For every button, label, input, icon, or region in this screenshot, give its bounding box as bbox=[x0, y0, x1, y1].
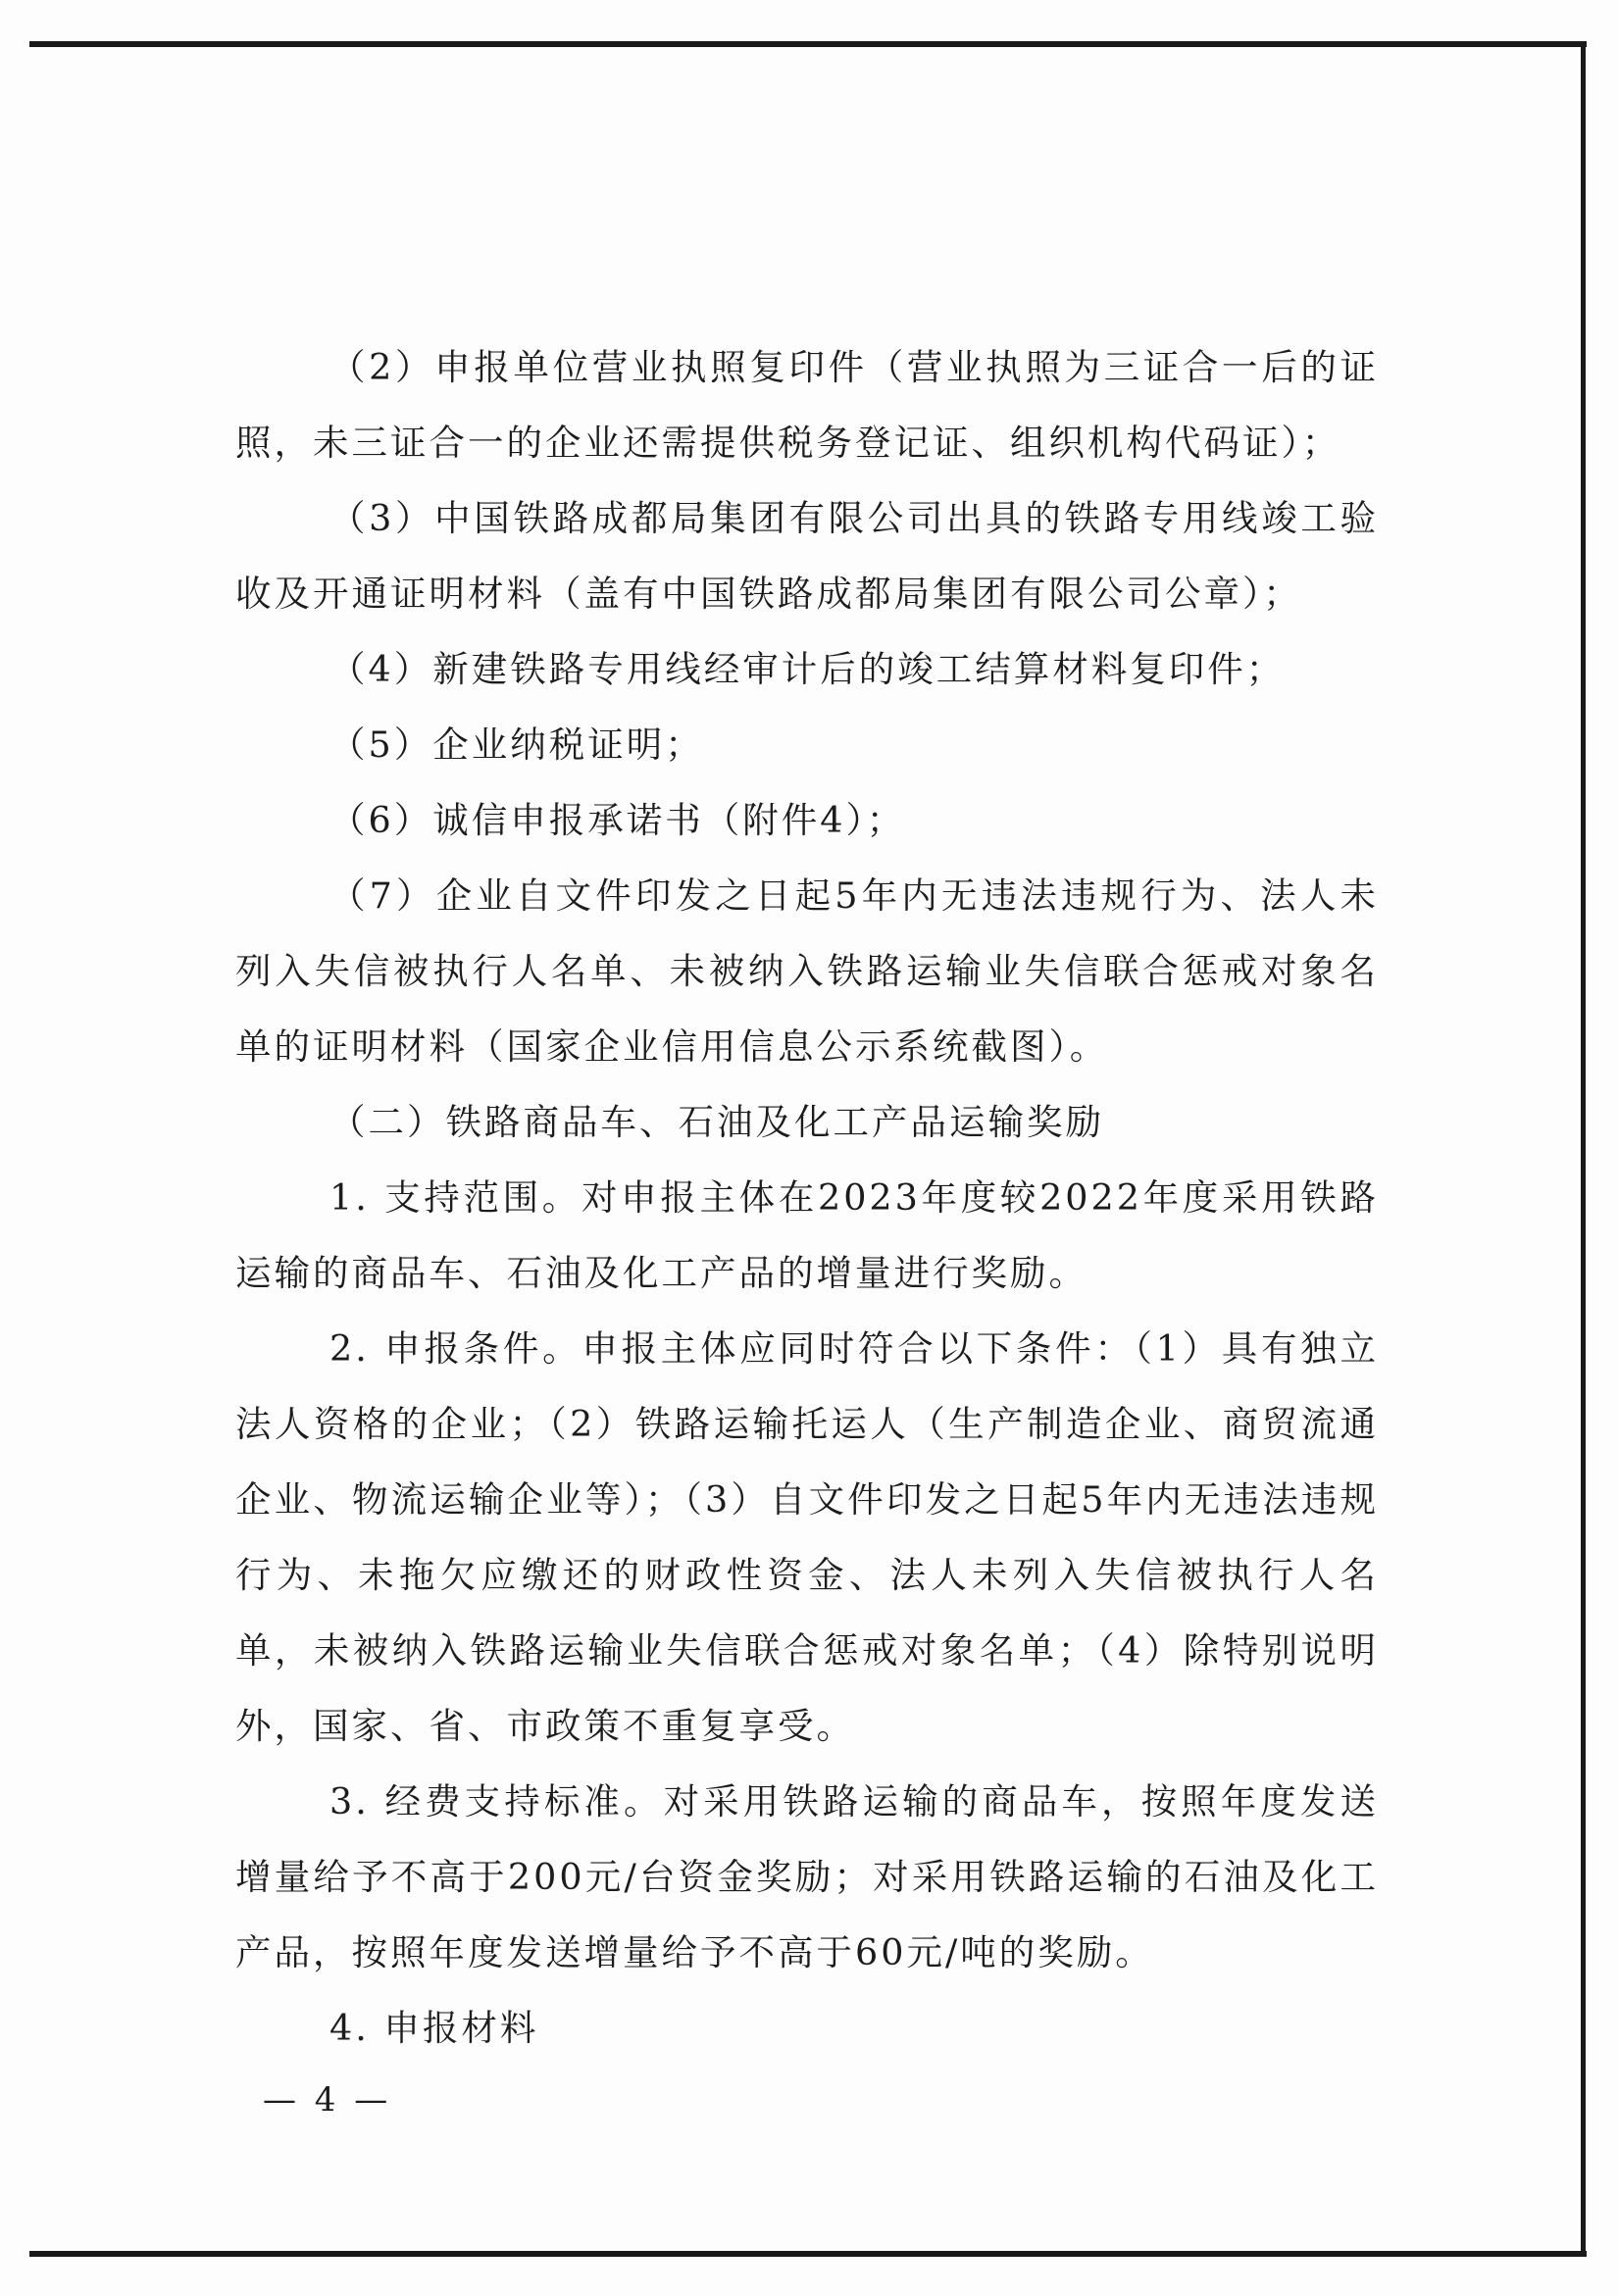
section-heading: （二）铁路商品车、石油及化工产品运输奖励 bbox=[329, 1101, 1104, 1143]
application-materials-heading: 4. 申报材料 bbox=[329, 2007, 539, 2049]
top-border-line bbox=[29, 41, 1587, 47]
right-border-line bbox=[1581, 41, 1586, 2257]
list-item-tax-certificate: （5）企业纳税证明； bbox=[329, 724, 704, 766]
page-number: — 4 — bbox=[263, 2080, 392, 2120]
bottom-border-line bbox=[29, 2251, 1587, 2257]
list-item-credit-proof: （7）企业自文件印发之日起5年内无违法违规行为、法人未列入失信被执行人名单、未被纳入铁路运输业失信联合惩戒对象名单的证明材料（国家企业信用信息公示系统截图）。 bbox=[235, 874, 1379, 1068]
funding-standard-paragraph: 3. 经费支持标准。对采用铁路运输的商品车，按照年度发送增量给予不高于200元/台资金奖励；对采用铁路运输的石油及化工产品，按照年度发送增量给予不高于60元/吨的奖励。 bbox=[235, 1780, 1379, 1973]
list-item-settlement-materials: （4）新建铁路专用线经审计后的竣工结算材料复印件； bbox=[329, 648, 1286, 690]
support-scope-paragraph: 1. 支持范围。对申报主体在2023年度较2022年度采用铁路运输的商品车、石油及化工产品的增量进行奖励。 bbox=[235, 1176, 1379, 1294]
list-item-acceptance-certificate: （3）中国铁路成都局集团有限公司出具的铁路专用线竣工验收及开通证明材料（盖有中国铁路成都局集团有限公司公章）； bbox=[235, 497, 1379, 615]
document-body bbox=[235, 329, 1379, 2066]
application-conditions-paragraph: 2. 申报条件。申报主体应同时符合以下条件：（1）具有独立法人资格的企业；（2）铁路运输托运人（生产制造企业、商贸流通企业、物流运输企业等）；（3）自文件印发之日起5年内无违法违规行为、未拖欠应缴还的财政性资金、法人未列入失信被执行人名单，未被纳入铁路运输业失信联合惩戒对象名单；（4）除特别说明外，国家、省、市政策不重复享受。 bbox=[235, 1327, 1379, 1747]
list-item-business-license: （2）申报单位营业执照复印件（营业执照为三证合一后的证照，未三证合一的企业还需提供税务登记证、组织机构代码证）； bbox=[235, 346, 1379, 464]
list-item-integrity-commitment: （6）诚信申报承诺书（附件4）； bbox=[329, 799, 906, 841]
